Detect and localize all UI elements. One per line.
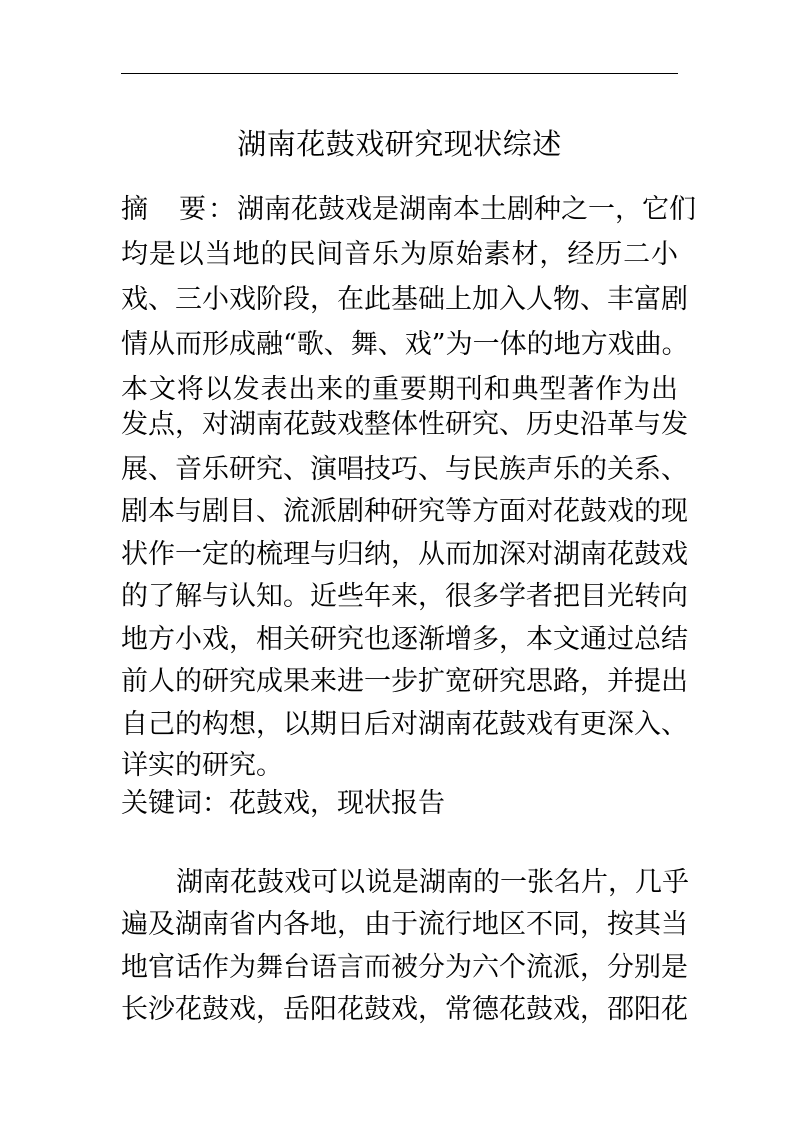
abstract-line: 情从而形成融“歌、舞、戏”为一体的地方戏曲。 (121, 329, 689, 360)
abstract-line: 戏、三小戏阶段，在此基础上加入人物、丰富剧 (121, 284, 688, 315)
abstract-line-1 (121, 190, 696, 230)
abstract-line: 自己的构想，以期日后对湖南花鼓戏有更深入、 (121, 709, 688, 740)
header-rule (121, 73, 678, 74)
abstract-label: 摘 要： (121, 194, 237, 225)
abstract-text: 湖南花鼓戏是湖南本土剧种之一，它们 (237, 194, 696, 225)
abstract-line: 本文将以发表出来的重要期刊和典型著作为出 (121, 374, 678, 405)
abstract-line-last: 详实的研究。 (121, 750, 283, 781)
abstract-line: 均是以当地的民间音乐为原始素材，经历二小 (121, 239, 678, 270)
abstract-line: 状作一定的梳理与归纳，从而加深对湖南花鼓戏 (121, 539, 688, 570)
abstract-line: 发点，对湖南花鼓戏整体性研究、历史沿革与发 (121, 409, 688, 440)
abstract-line: 的了解与认知。近些年来，很多学者把目光转向 (121, 581, 688, 612)
body-line: 地官话作为舞台语言而被分为六个流派，分别是 (121, 952, 688, 983)
document-title: 湖南花鼓戏研究现状综述 (237, 127, 562, 161)
body-line: 长沙花鼓戏，岳阳花鼓戏，常德花鼓戏，邵阳花 (121, 994, 688, 1025)
abstract-line: 剧本与剧目、流派剧种研究等方面对花鼓戏的现 (121, 496, 688, 527)
abstract-line: 展、音乐研究、演唱技巧、与民族声乐的关系、 (121, 454, 688, 485)
body-line-first: 湖南花鼓戏可以说是湖南的一张名片，几乎 (176, 867, 689, 898)
abstract-line: 地方小戏，相关研究也逐渐增多，本文通过总结 (121, 624, 688, 655)
abstract-line: 前人的研究成果来进一步扩宽研究思路，并提出 (121, 666, 688, 697)
body-line: 遍及湖南省内各地，由于流行地区不同，按其当 (121, 909, 688, 940)
keywords-line: 关键词：花鼓戏，现状报告 (121, 788, 445, 819)
